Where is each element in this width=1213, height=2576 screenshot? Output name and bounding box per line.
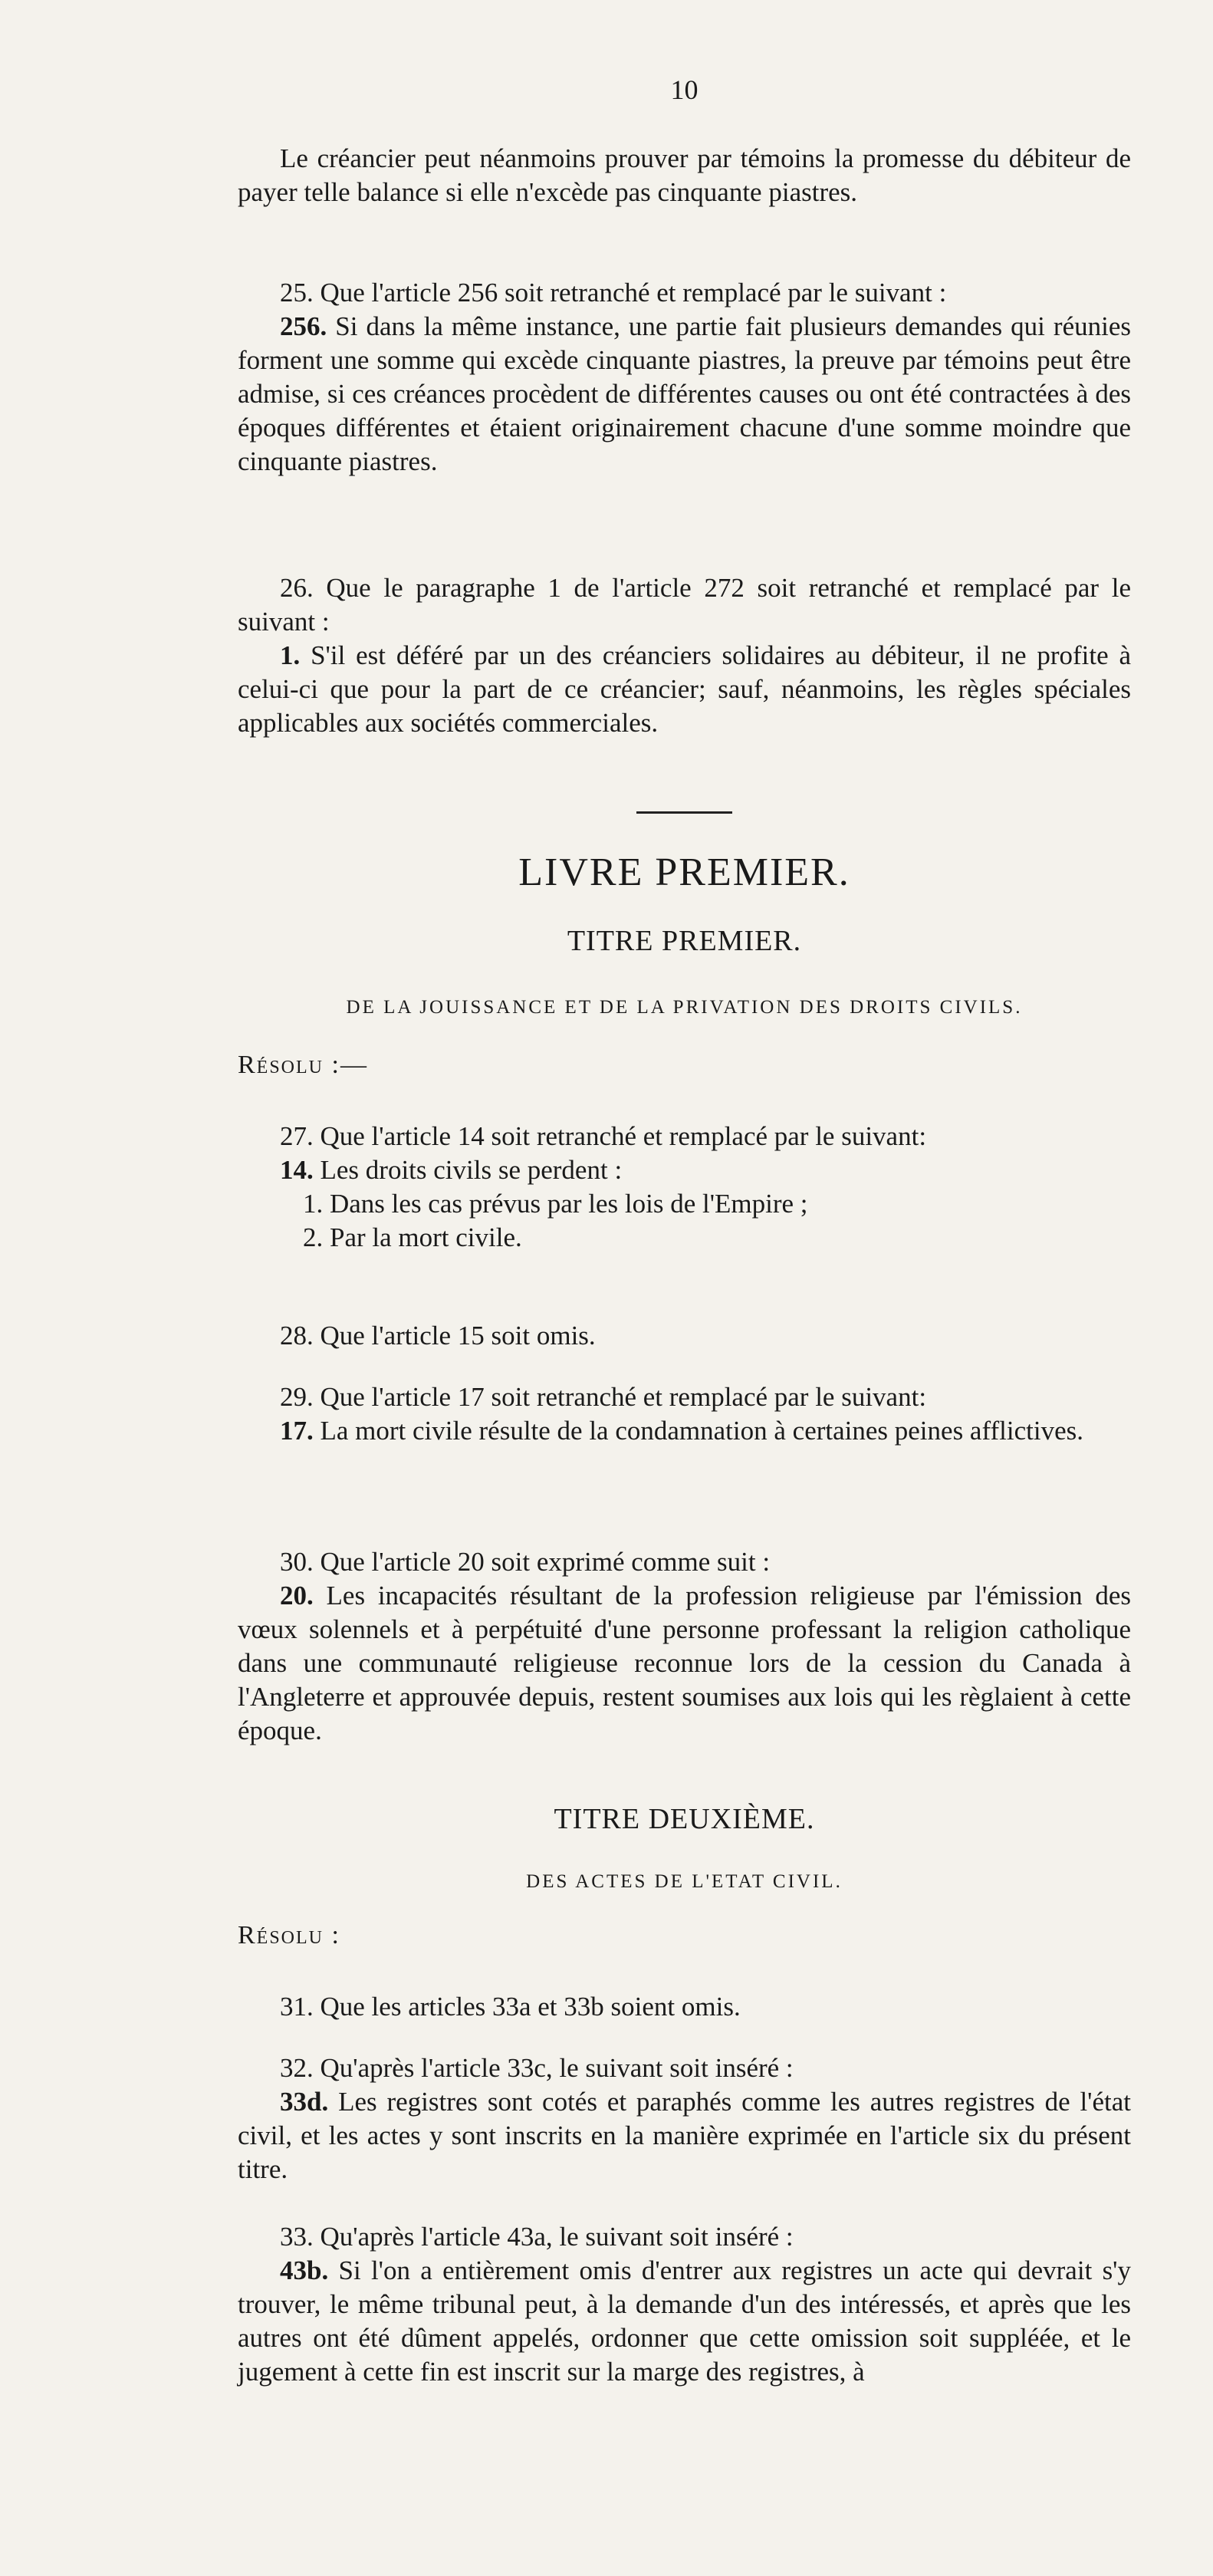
section-divider bbox=[636, 811, 732, 814]
article-20-text: Les incapacités résultant de la profession religieuse par l'émission des vœux solennels et à perpétuité d'une personne professant la religion catholique dans une communauté religieuse reconnue lors de la cession du Canada à l'Angleterre et approuvée depuis, restent soumises aux lois qui les règlaient à cette époque. bbox=[238, 1581, 1131, 1745]
titre-deuxieme-heading: TITRE DEUXIÈME. bbox=[554, 1803, 815, 1835]
article-14-text: Les droits civils se perdent : bbox=[313, 1155, 623, 1185]
item-31-text: 31. Que les articles 33a et 33b soient omis. bbox=[280, 1992, 741, 2022]
paragraph-1-number: 1. bbox=[280, 640, 301, 670]
intro-paragraph bbox=[238, 142, 1131, 209]
article-14-line-1: 1. Dans les cas prévus par les lois de l'Empire ; bbox=[303, 1189, 808, 1219]
titre-deuxieme-subtitle: DES ACTES DE L'ETAT CIVIL. bbox=[526, 1871, 843, 1892]
titre-premier-heading: TITRE PREMIER. bbox=[567, 925, 802, 957]
article-256-number: 256. bbox=[280, 311, 327, 341]
resolu-2: Résolu : bbox=[238, 1921, 340, 1949]
item-29-lead: 29. Que l'article 17 soit retranché et remplacé par le suivant: bbox=[280, 1382, 927, 1412]
article-20-number: 20. bbox=[280, 1581, 314, 1610]
item-32-lead: 32. Qu'après l'article 33c, le suivant soit inséré : bbox=[280, 2053, 794, 2083]
item-26-lead: 26. Que le paragraphe 1 de l'article 272 soit retranché et remplacé par le suivant : bbox=[238, 573, 1131, 637]
article-33d-text: Les registres sont cotés et paraphés comme les autres registres de l'état civil, et les actes y sont inscrits en la manière exprimée en l'article six du présent titre. bbox=[238, 2087, 1131, 2184]
item-25-lead: 25. Que l'article 256 soit retranché et remplacé par le suivant : bbox=[280, 278, 947, 308]
item-31 bbox=[238, 1990, 1131, 2024]
item-26 bbox=[238, 571, 1131, 740]
item-30-lead: 30. Que l'article 20 soit exprimé comme suit : bbox=[280, 1547, 771, 1577]
item-28 bbox=[238, 1319, 1131, 1353]
item-32 bbox=[238, 2051, 1131, 2186]
item-33 bbox=[238, 2220, 1131, 2389]
article-17-text: La mort civile résulte de la condamnation à certaines peines afflictives. bbox=[313, 1416, 1083, 1446]
paragraph-1-text: S'il est déféré par un des créanciers solidaires au débiteur, il ne profite à celui-ci que pour la part de ce créancier; sauf, néanmoins, les règles spéciales applicables aux sociétés commerciales. bbox=[238, 640, 1131, 738]
titre-premier-subtitle: DE LA JOUISSANCE ET DE LA PRIVATION DES DROITS CIVILS. bbox=[346, 997, 1023, 1018]
item-25 bbox=[238, 276, 1131, 479]
livre-heading: LIVRE PREMIER. bbox=[518, 850, 850, 894]
article-14-line-2: 2. Par la mort civile. bbox=[303, 1222, 522, 1252]
item-33-lead: 33. Qu'après l'article 43a, le suivant soit inséré : bbox=[280, 2222, 794, 2252]
article-14-number: 14. bbox=[280, 1155, 314, 1185]
item-29 bbox=[238, 1380, 1131, 1448]
item-27-lead: 27. Que l'article 14 soit retranché et remplacé par le suivant: bbox=[280, 1121, 927, 1151]
item-27 bbox=[238, 1120, 1131, 1255]
page-number: 10 bbox=[670, 74, 699, 105]
intro-text: Le créancier peut néanmoins prouver par témoins la promesse du débiteur de payer telle balance si elle n'excède pas cinquante piastres. bbox=[238, 143, 1131, 207]
article-33d-number: 33d. bbox=[280, 2087, 329, 2117]
article-43b-text: Si l'on a entièrement omis d'entrer aux registres un acte qui devrait s'y trouver, le même tribunal peut, à la demande d'un des intéressés, et après que les autres ont été dûment appelés, ordonner que cette omission soit suppléée, et le jugement à cette fin est inscrit sur la marge des registres, à bbox=[238, 2255, 1131, 2387]
item-30 bbox=[238, 1545, 1131, 1748]
resolu-1: Résolu :— bbox=[238, 1051, 368, 1079]
article-17-number: 17. bbox=[280, 1416, 314, 1446]
article-43b-number: 43b. bbox=[280, 2255, 329, 2285]
article-256-text: Si dans la même instance, une partie fait plusieurs demandes qui réunies forment une somme qui excède cinquante piastres, la preuve par témoins peut être admise, si ces créances procèdent de différentes causes ou ont été contractées à des époques différentes et étaient originairement chacune d'une somme moindre que cinquante piastres. bbox=[238, 311, 1131, 476]
item-28-text: 28. Que l'article 15 soit omis. bbox=[280, 1321, 596, 1351]
